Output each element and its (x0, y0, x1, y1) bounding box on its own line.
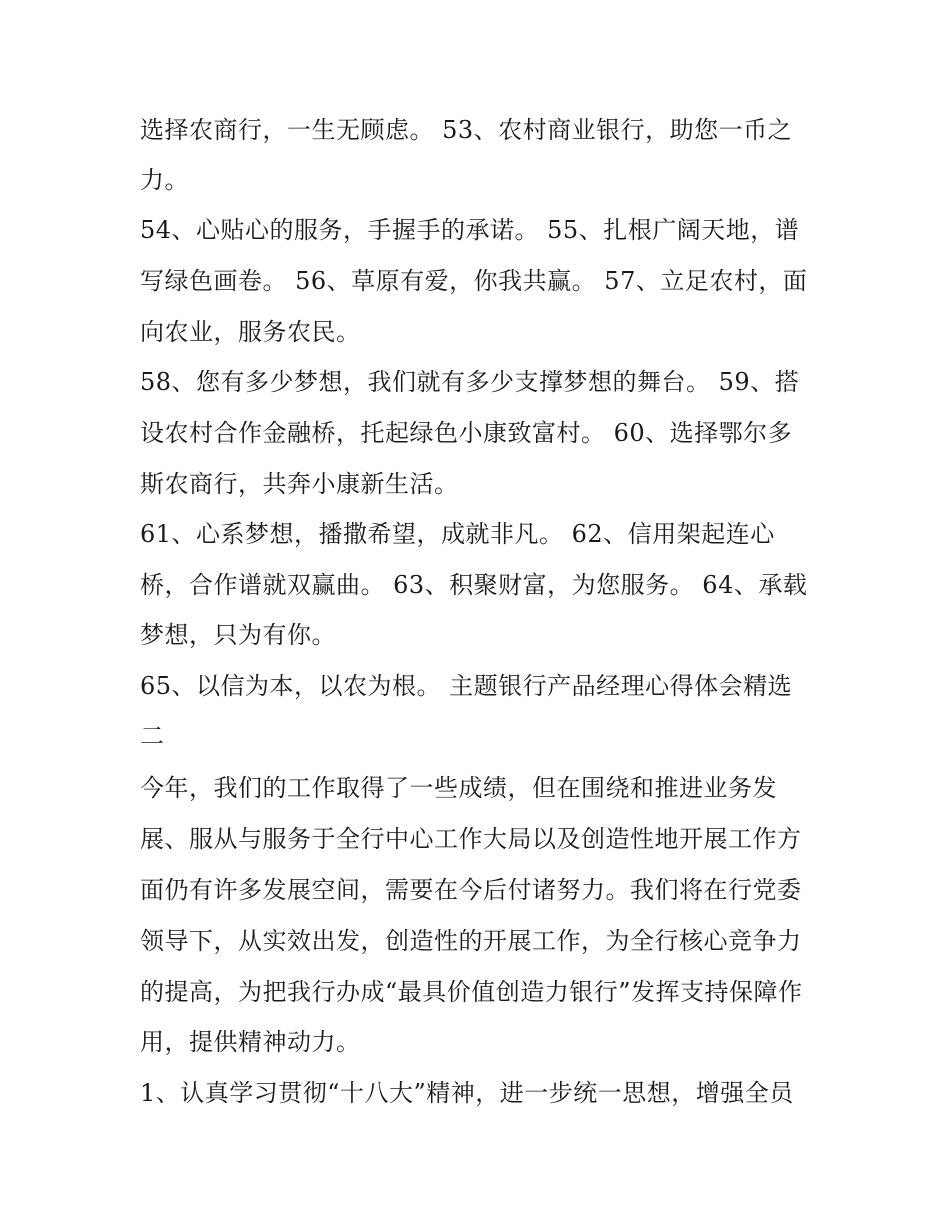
text-line: 力。 (140, 166, 189, 194)
text-line: 写绿色画卷。 56、草原有爱，你我共赢。 57、立足农村，面 (140, 267, 808, 295)
text-line: 今年，我们的工作取得了一些成绩，但在围绕和推进业务发 (140, 774, 777, 802)
text-line: 向农业，服务农民。 (140, 318, 361, 346)
text-line: 58、您有多少梦想，我们就有多少支撑梦想的舞台。 59、搭 (140, 368, 800, 396)
text-line: 梦想，只为有你。 (140, 621, 336, 649)
text-line: 桥，合作谱就双赢曲。 63、积聚财富，为您服务。 64、承载 (140, 571, 808, 599)
text-line: 面仍有许多发展空间，需要在今后付诸努力。我们将在行党委 (140, 876, 802, 904)
text-line: 用，提供精神动力。 (140, 1028, 361, 1056)
text-line: 展、服从与服务于全行中心工作大局以及创造性地开展工作方 (140, 825, 802, 853)
text-line: 61、心系梦想，播撒希望，成就非凡。 62、信用架起连心 (140, 520, 775, 548)
text-line: 65、以信为本，以农为根。 主题银行产品经理心得体会精选 (140, 672, 793, 700)
text-line: 选择农商行，一生无顾虑。 53、农村商业银行，助您一币之 (140, 116, 793, 144)
text-line: 54、心贴心的服务，手握手的承诺。 55、扎根广阔天地，谱 (140, 216, 800, 244)
text-line: 1、认真学习贯彻“十八大”精神，进一步统一思想，增强全员 (140, 1079, 794, 1107)
text-line: 二 (140, 722, 165, 750)
text-line: 设农村合作金融桥，托起绿色小康致富村。 60、选择鄂尔多 (140, 419, 793, 447)
text-line: 的提高，为把我行办成“最具价值创造力银行”发挥支持保障作 (140, 978, 803, 1006)
text-line: 斯农商行，共奔小康新生活。 (140, 470, 459, 498)
text-line: 领导下，从实效出发，创造性的开展工作，为全行核心竞争力 (140, 927, 802, 955)
